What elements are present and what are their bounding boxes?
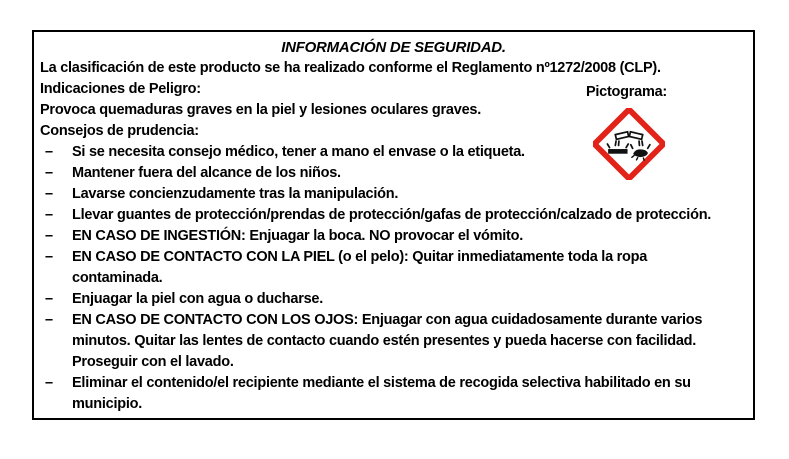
precaution-text: EN CASO DE INGESTIÓN: Enjuagar la boca. NO provocar el vómito. <box>72 228 524 244</box>
hazard-heading: Indicaciones de Peligro: <box>40 81 201 97</box>
precaution-text: Proseguir con el lavado. <box>72 354 234 370</box>
precaution-text: Si se necesita consejo médico, tener a mano el envase o la etiqueta. <box>72 144 525 160</box>
bullet-dash: – <box>45 186 53 202</box>
precaution-list <box>40 142 747 415</box>
precaution-text: contaminada. <box>72 270 163 286</box>
document-title: INFORMACIÓN DE SEGURIDAD. <box>281 39 506 56</box>
precaution-item <box>40 205 747 226</box>
bullet-dash: – <box>45 228 53 244</box>
precaution-item <box>40 289 747 310</box>
corrosion-icon <box>593 108 665 180</box>
precaution-text: EN CASO DE CONTACTO CON LA PIEL (o el pelo): Quitar inmediatamente toda la ropa <box>72 249 648 265</box>
precaution-item <box>40 226 747 247</box>
safety-info-box <box>32 30 755 420</box>
precaution-text: Enjuagar la piel con agua o ducharse. <box>72 291 324 307</box>
precaution-text: Eliminar el contenido/el recipiente mediante el sistema de recogida selectiva habilitado en su <box>72 375 691 391</box>
hazard-statement: Provoca quemaduras graves en la piel y lesiones oculares graves. <box>40 102 481 118</box>
bullet-dash: – <box>45 312 53 328</box>
bullet-dash: – <box>45 249 53 265</box>
precaution-text: Mantener fuera del alcance de los niños. <box>72 165 341 181</box>
precaution-item <box>40 310 747 373</box>
classification-statement: La clasificación de este producto se ha realizado conforme el Reglamento nº1272/2008 (CLP). <box>40 60 661 76</box>
precaution-text: municipio. <box>72 396 142 412</box>
precaution-text: EN CASO DE CONTACTO CON LOS OJOS: Enjuagar con agua cuidadosamente durante varios <box>72 312 703 328</box>
precaution-text: Lavarse concienzudamente tras la manipulación. <box>72 186 399 202</box>
bullet-dash: – <box>45 144 53 160</box>
bullet-dash: – <box>45 375 53 391</box>
bullet-dash: – <box>45 207 53 223</box>
precaution-item <box>40 373 747 415</box>
pictogram-label: Pictograma: <box>585 84 667 100</box>
precaution-item <box>40 247 747 289</box>
precaution-text: Llevar guantes de protección/prendas de protección/gafas de protección/calzado de protección. <box>72 207 712 223</box>
advice-heading: Consejos de prudencia: <box>40 123 199 139</box>
precaution-item <box>40 184 747 205</box>
bullet-dash: – <box>45 291 53 307</box>
precaution-text: minutos. Quitar las lentes de contacto cuando estén presentes y pueda hacerse con facilidad. <box>72 333 697 349</box>
ghs05-corrosive-pictogram <box>593 108 665 180</box>
bullet-dash: – <box>45 165 53 181</box>
